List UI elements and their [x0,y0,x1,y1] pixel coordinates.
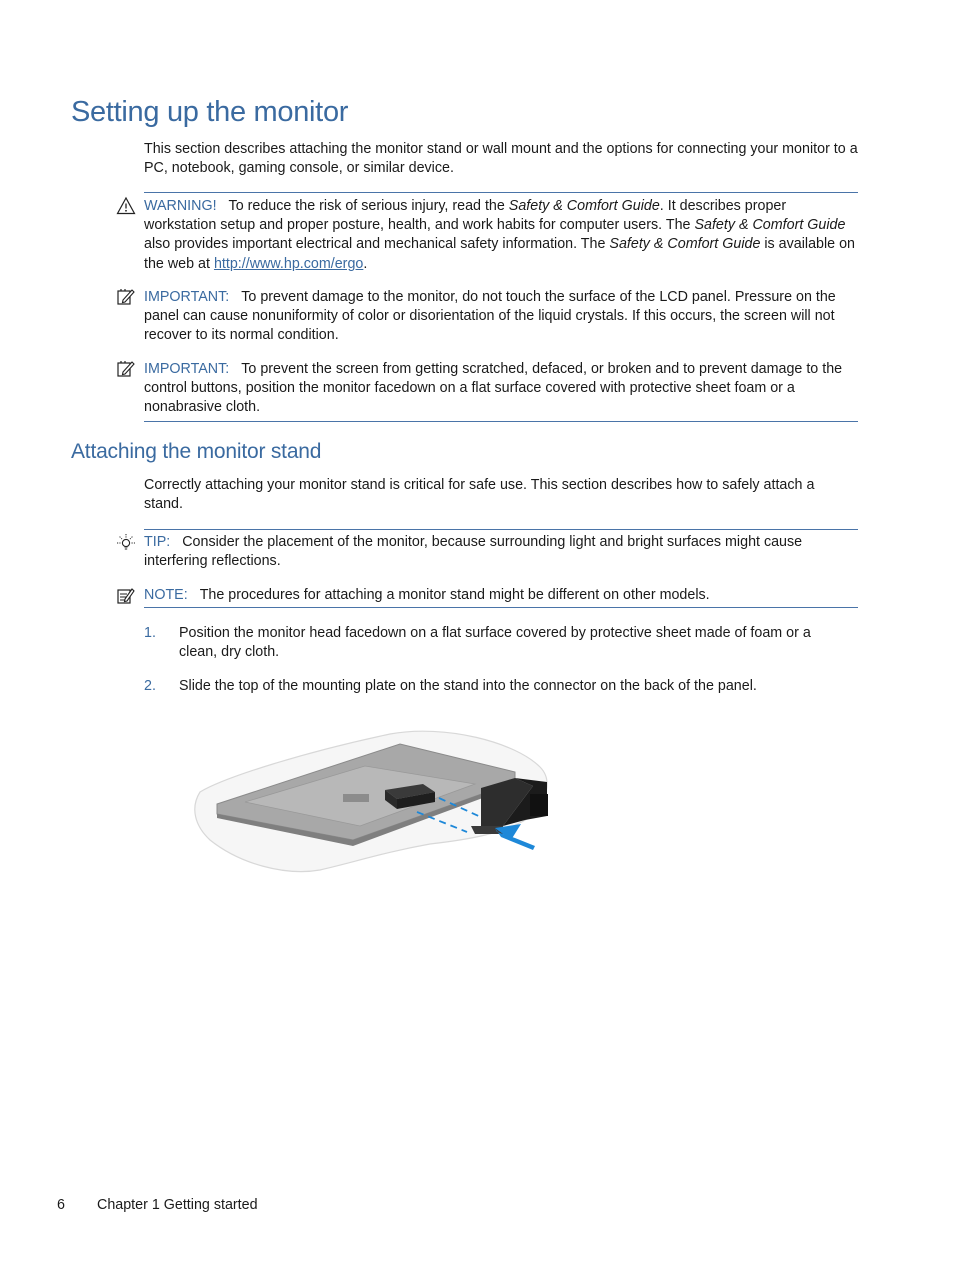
note-label: NOTE: [144,587,188,603]
callout-top-rule [144,192,858,193]
important-icon [116,287,136,307]
step-number: 1. [144,625,156,641]
lightbulb-icon [116,533,136,553]
page-title: Setting up the monitor [71,96,349,128]
warning-text-1: To reduce the risk of serious injury, read the [228,198,509,214]
callout-bottom-rule [144,607,858,608]
important-label-2: IMPORTANT: [144,361,230,377]
important-text-1 [144,288,862,346]
callout-bottom-rule [144,421,858,422]
tip-label: TIP: [144,534,171,550]
warning-text-2: . It describes proper workstation setup and proper posture, health, and work habits for computer users. The [144,198,787,234]
tip-body: Consider the placement of the monitor, because surrounding light and bright surfaces might cause interfering reflections. [144,534,803,570]
warning-guide-title-3: Safety & Comfort Guide [609,236,761,253]
note-body: The procedures for attaching a monitor stand might be different on other models. [199,587,710,603]
important-body-2: To prevent the screen from getting scratched, defaced, or broken and to prevent damage to the control buttons, position the monitor facedown on a flat surface covered with protective sheet foam or a nonabrasive cloth. [144,361,843,416]
step-number: 2. [144,678,156,694]
section-intro: Correctly attaching your monitor stand is critical for safe use. This section describes how to safely attach a stand. [144,477,815,513]
stand-block [530,794,548,816]
warning-text-4: is available on the web at [144,236,855,272]
monitor-stand-illustration [185,722,565,882]
note-icon [116,586,136,606]
important-text-2 [144,360,862,418]
warning-text [144,197,862,274]
warning-guide-title-1: Safety & Comfort Guide [508,198,660,214]
step-text: Slide the top of the mounting plate on the stand into the connector on the back of the panel. [179,678,757,694]
warning-text-3: also provides important electrical and mechanical safety information. The [144,236,610,253]
note-text [144,586,856,605]
ergo-link[interactable]: http://www.hp.com/ergo [213,255,364,272]
important-icon [116,359,136,379]
warning-icon [116,196,136,216]
chapter-footer: Chapter 1 Getting started [97,1197,258,1213]
important-body-1: To prevent damage to the monitor, do not touch the surface of the LCD panel. Pressure on the panel can cause nonuniformity of color or disorientation of the liquid crystals. If this occurs, the screen will not recover to its normal condition. [144,289,836,344]
intro-paragraph: This section describes attaching the monitor stand or wall mount and the options for connecting your monitor to a PC, notebook, gaming console, or similar device. [144,141,858,177]
page-number: 6 [57,1197,65,1213]
warning-text-5: . [363,255,368,272]
important-label-1: IMPORTANT: [144,289,230,305]
warning-label: WARNING! [144,198,217,214]
section-heading: Attaching the monitor stand [71,440,322,463]
step-text: Position the monitor head facedown on a flat surface covered by protective sheet made of foam or a clean, dry cloth. [179,625,811,661]
warning-guide-title-2: Safety & Comfort Guide [694,217,846,234]
tip-text [144,533,856,571]
callout-top-rule [144,529,858,530]
monitor-slot [343,794,369,802]
